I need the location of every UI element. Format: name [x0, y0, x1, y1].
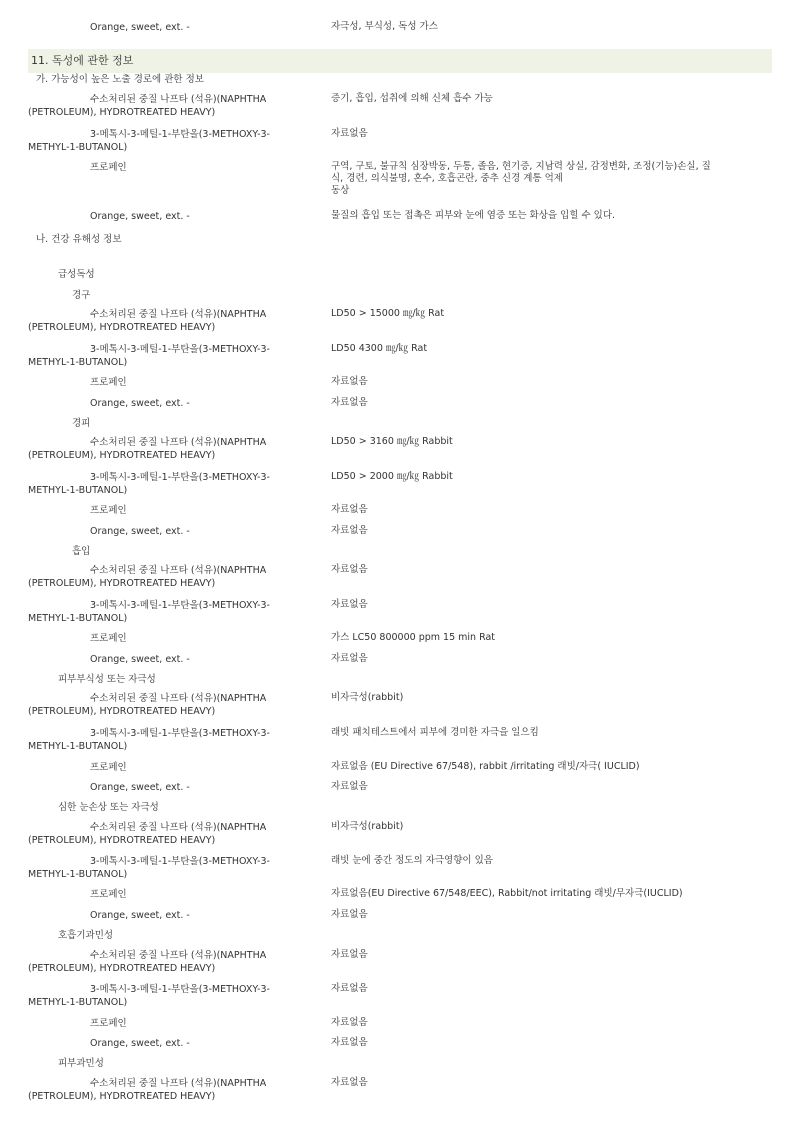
substance-name: 3-메톡시-3-메틸-1-부탄올(3-METHOXY-3- METHYL-1-BUTANOL)	[28, 984, 270, 1008]
substance-name: 수소처리된 중질 나프타 (석유)(NAPHTHA (PETROLEUM), HYDROTREATED HEAVY)	[28, 565, 267, 589]
substance-name: 프로페인	[90, 762, 127, 773]
substance-name: Orange, sweet, ext. -	[90, 211, 190, 222]
substance-name: 수소처리된 중질 나프타 (석유)(NAPHTHA (PETROLEUM), HYDROTREATED HEAVY)	[28, 94, 267, 118]
substance-value: 자료없음	[331, 128, 368, 139]
subheading: 급성독성	[58, 269, 95, 280]
substance-name: 3-메톡시-3-메틸-1-부탄올(3-METHOXY-3- METHYL-1-BUTANOL)	[28, 600, 270, 624]
substance-value: 구역, 구토, 불규칙 심장박동, 두통, 졸음, 현기증, 지남력 상실, 감정변화, 조정(기능)손실, 질 식, 경련, 의식불명, 혼수, 호흡곤란, 중추 신경 계통 억제 동상	[331, 161, 711, 196]
substance-value: 자료없음	[331, 1017, 368, 1028]
substance-value: 자료없음	[331, 949, 368, 960]
subheading: 경구	[72, 290, 91, 301]
substance-value: LD50 > 2000 ㎎/㎏ Rabbit	[331, 471, 453, 482]
substance-name: 프로페인	[90, 162, 127, 173]
substance-name: 수소처리된 중질 나프타 (석유)(NAPHTHA (PETROLEUM), HYDROTREATED HEAVY)	[28, 822, 267, 846]
substance-name: 수소처리된 중질 나프타 (석유)(NAPHTHA (PETROLEUM), HYDROTREATED HEAVY)	[28, 437, 267, 461]
substance-value: 증기, 흡입, 섭취에 의해 신체 흡수 가능	[331, 93, 493, 104]
substance-value: 자료없음(EU Directive 67/548/EEC), Rabbit/not irritating 래빗/무자극(IUCLID)	[331, 888, 683, 899]
subheading: 호흡기과민성	[58, 930, 114, 941]
substance-value: 자료없음	[331, 599, 368, 610]
substance-value: LD50 4300 ㎎/㎏ Rat	[331, 343, 428, 354]
substance-name: 수소처리된 중질 나프타 (석유)(NAPHTHA (PETROLEUM), HYDROTREATED HEAVY)	[28, 309, 267, 333]
substance-value: 가스 LC50 800000 ppm 15 min Rat	[331, 632, 496, 643]
substance-name: Orange, sweet, ext. -	[90, 782, 190, 793]
substance-value: 자극성, 부식성, 독성 가스	[331, 21, 438, 32]
substance-name: 3-메톡시-3-메틸-1-부탄올(3-METHOXY-3- METHYL-1-BUTANOL)	[28, 472, 270, 496]
substance-value: 물질의 흡입 또는 접촉은 피부와 눈에 염증 또는 화상을 입힐 수 있다.	[331, 210, 616, 221]
subheading: 피부과민성	[58, 1058, 104, 1069]
substance-name: Orange, sweet, ext. -	[90, 398, 190, 409]
subheading: 피부부식성 또는 자극성	[58, 674, 156, 685]
substance-value: 래빗 눈에 중간 정도의 자극영향이 있음	[331, 855, 493, 866]
substance-value: 래빗 패치테스트에서 피부에 경미한 자극을 일으킴	[331, 727, 539, 738]
substance-value: 자료없음	[331, 564, 368, 575]
section-header	[28, 49, 772, 73]
substance-value: 자료없음	[331, 1037, 368, 1048]
substance-name: Orange, sweet, ext. -	[90, 526, 190, 537]
substance-value: 자료없음	[331, 1077, 368, 1088]
substance-value: 자료없음	[331, 781, 368, 792]
substance-name: 프로페인	[90, 633, 127, 644]
substance-value: LD50 > 3160 ㎎/㎏ Rabbit	[331, 436, 453, 447]
substance-name: 수소처리된 중질 나프타 (석유)(NAPHTHA (PETROLEUM), HYDROTREATED HEAVY)	[28, 950, 267, 974]
substance-name: 프로페인	[90, 377, 127, 388]
substance-value: 자료없음	[331, 525, 368, 536]
subheading: 심한 눈손상 또는 자극성	[58, 802, 159, 813]
substance-value: 비자극성(rabbit)	[331, 821, 404, 832]
substance-name: 프로페인	[90, 889, 127, 900]
substance-name: 프로페인	[90, 1018, 127, 1029]
substance-value: 자료없음	[331, 653, 368, 664]
substance-value: 자료없음	[331, 504, 368, 515]
substance-name: Orange, sweet, ext. -	[90, 22, 190, 33]
substance-value: 비자극성(rabbit)	[331, 692, 404, 703]
substance-value: LD50 > 15000 ㎎/㎏ Rat	[331, 308, 445, 319]
substance-name: 수소처리된 중질 나프타 (석유)(NAPHTHA (PETROLEUM), HYDROTREATED HEAVY)	[28, 693, 267, 717]
substance-value: 자료없음	[331, 397, 368, 408]
substance-value: 자료없음 (EU Directive 67/548), rabbit /irritating 래빗/자극( IUCLID)	[331, 761, 640, 772]
subheading: 흡입	[72, 546, 91, 557]
substance-name: Orange, sweet, ext. -	[90, 654, 190, 665]
subheading: 가. 가능성이 높은 노출 경로에 관한 정보	[36, 74, 204, 85]
substance-name: 3-메톡시-3-메틸-1-부탄올(3-METHOXY-3- METHYL-1-BUTANOL)	[28, 728, 270, 752]
substance-name: 3-메톡시-3-메틸-1-부탄올(3-METHOXY-3- METHYL-1-BUTANOL)	[28, 856, 270, 880]
subheading: 경피	[72, 418, 91, 429]
substance-name: Orange, sweet, ext. -	[90, 910, 190, 921]
section-title: 11. 독성에 관한 정보	[31, 54, 134, 67]
substance-name: 수소처리된 중질 나프타 (석유)(NAPHTHA (PETROLEUM), HYDROTREATED HEAVY)	[28, 1078, 267, 1102]
substance-name: Orange, sweet, ext. -	[90, 1038, 190, 1049]
substance-name: 프로페인	[90, 505, 127, 516]
substance-value: 자료없음	[331, 376, 368, 387]
substance-name: 3-메톡시-3-메틸-1-부탄올(3-METHOXY-3- METHYL-1-BUTANOL)	[28, 344, 270, 368]
subheading: 나. 건강 유해성 정보	[36, 234, 122, 245]
substance-name: 3-메톡시-3-메틸-1-부탄올(3-METHOXY-3- METHYL-1-BUTANOL)	[28, 129, 270, 153]
substance-value: 자료없음	[331, 909, 368, 920]
substance-value: 자료없음	[331, 983, 368, 994]
